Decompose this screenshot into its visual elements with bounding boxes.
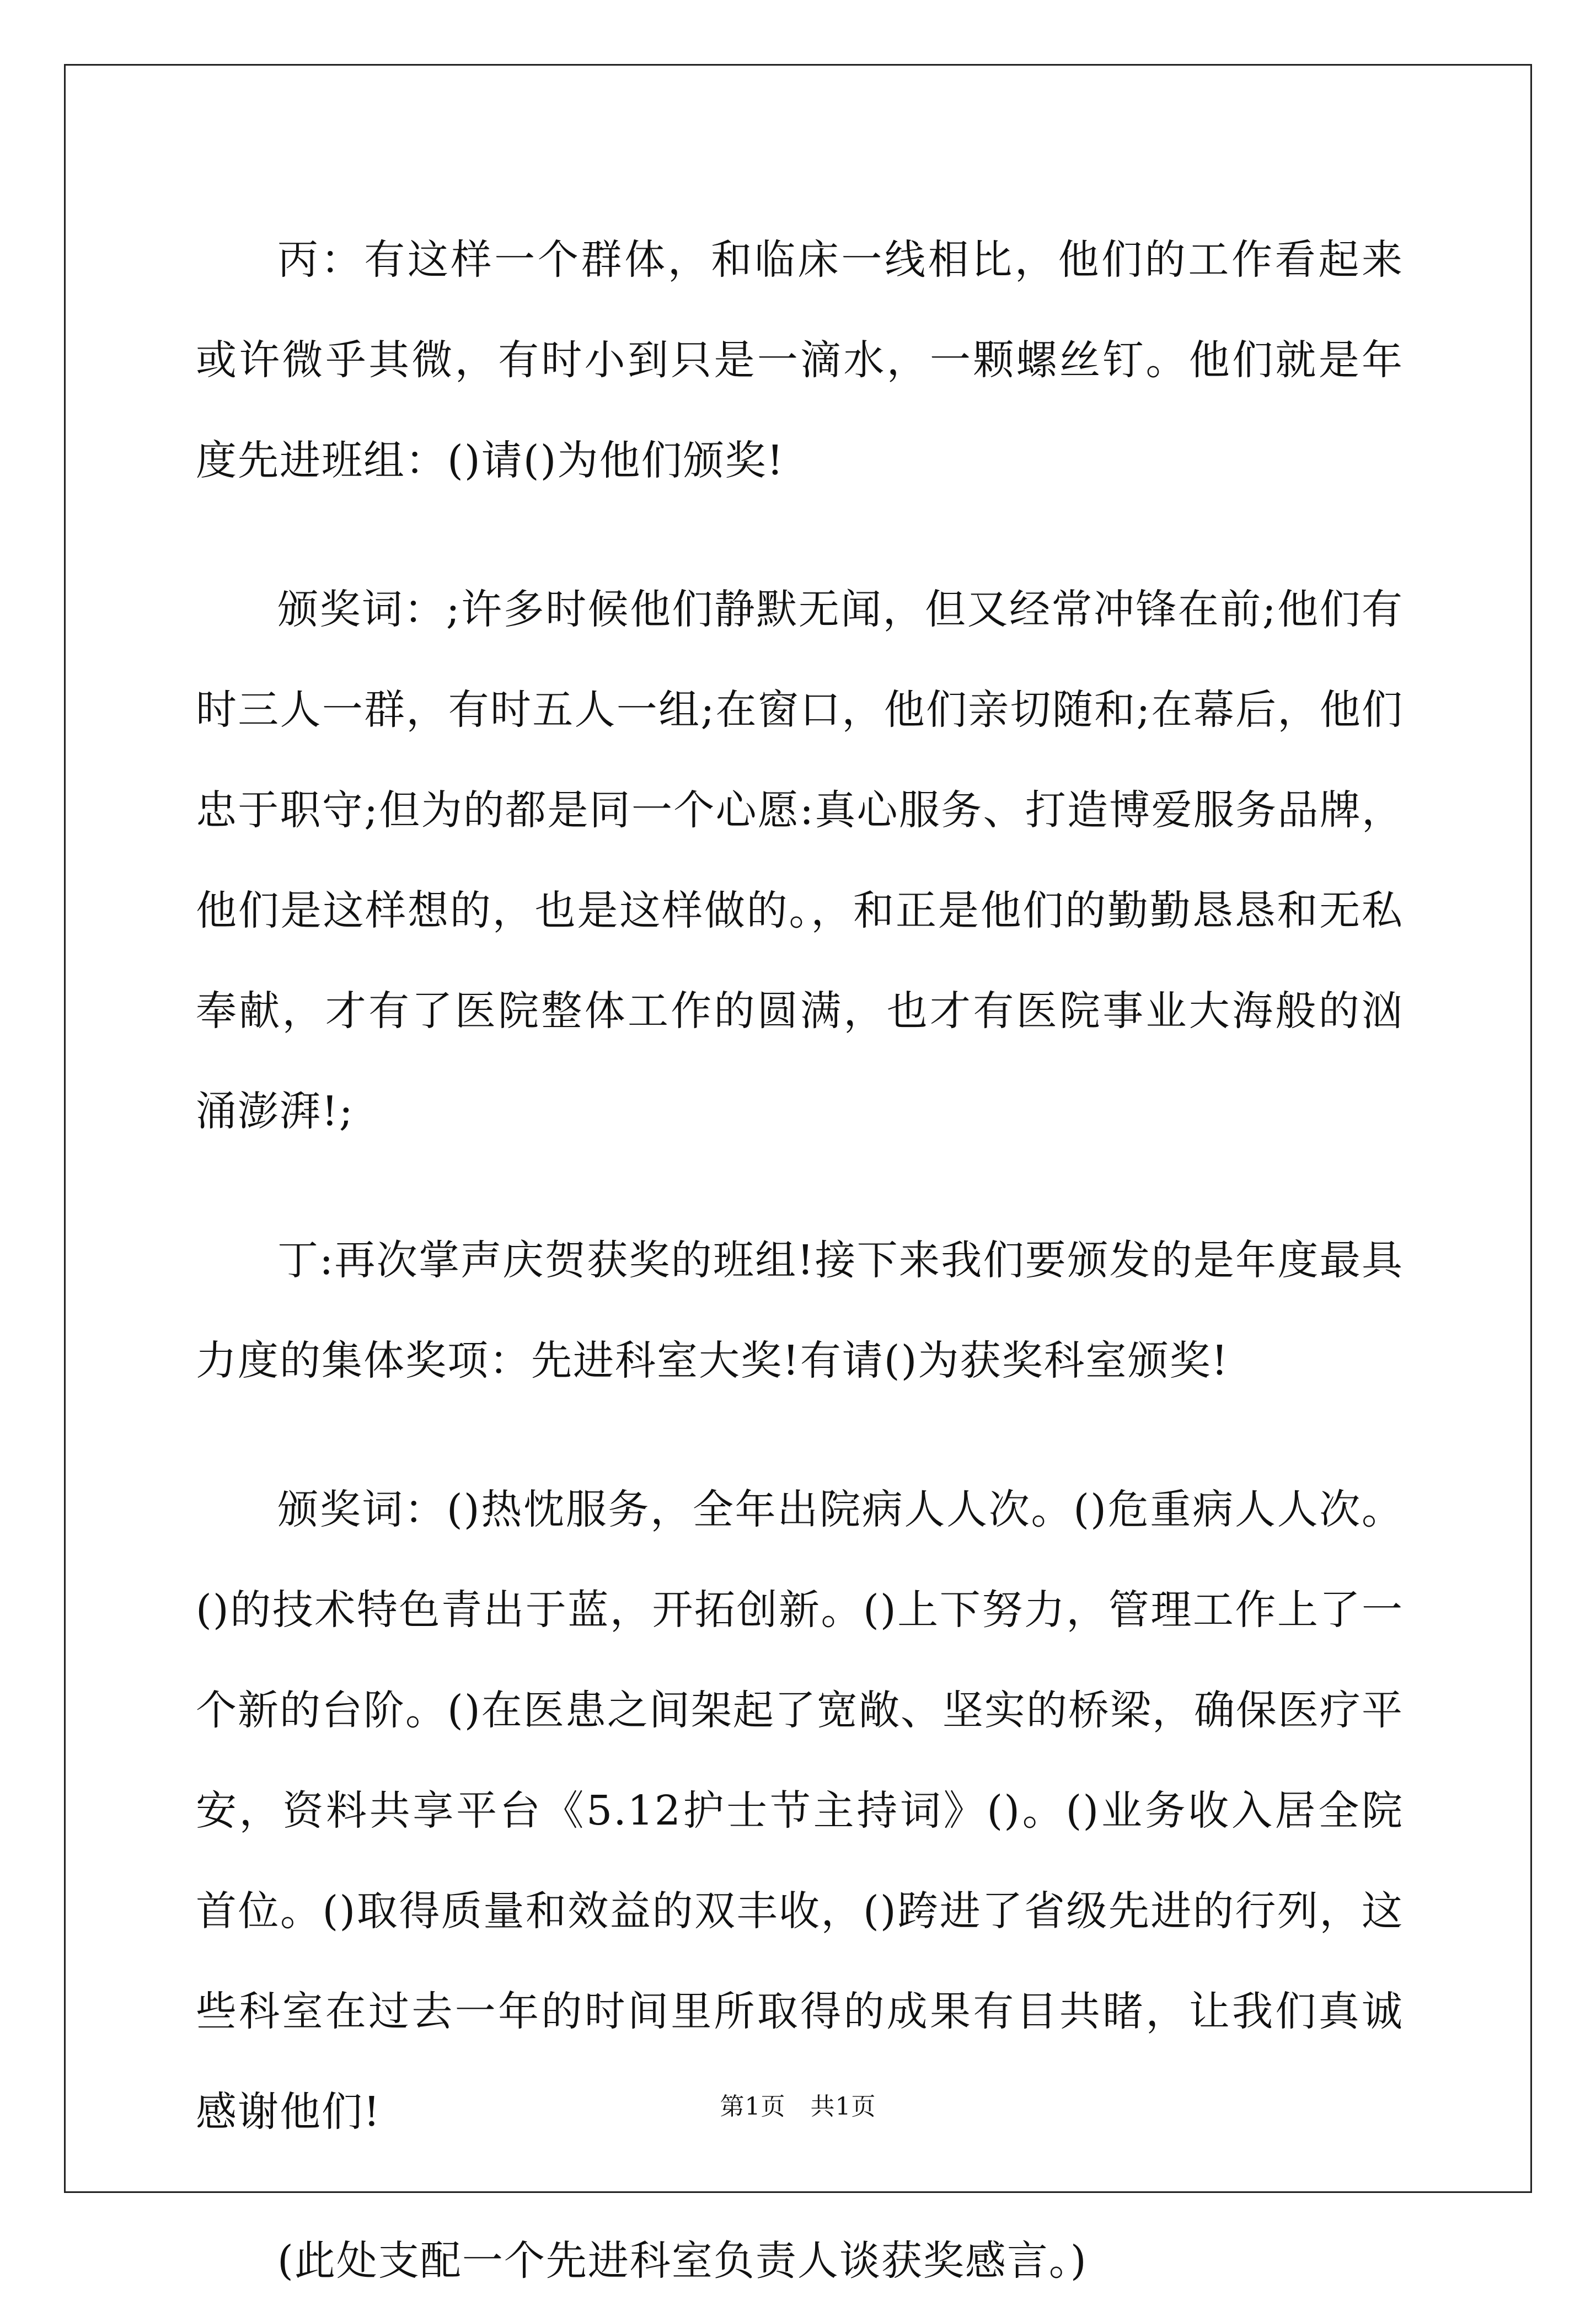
paragraph-announcement-department: 丁:再次掌声庆贺获奖的班组!接下来我们要颁发的是年度最具力度的集体奖项：先进科室大奖!有请()为获奖科室颁奖! — [196, 1237, 1404, 1384]
paragraph-award-speech-team: 颁奖词：;许多时候他们静默无闻，但又经常冲锋在前;他们有时三人一群，有时五人一组;在窗口，他们亲切随和;在幕后，他们忠于职守;但为的都是同一个心愿:真心服务、打造博爱服务品牌，他们是这样想的，也是这样做的。，和正是他们的勤勤恳恳和无私奉献，才有了医院整体工作的圆满，也才有医院事业大海般的汹涌澎湃!; — [196, 586, 1404, 1135]
paragraph-award-speech-department: 颁奖词：()热忱服务，全年出院病人人次。()危重病人人次。()的技术特色青出于蓝，开拓创新。()上下努力，管理工作上了一个新的台阶。()在医患之间架起了宽敞、坚实的桥梁，确保医疗平安，资料共享平台《5.12护士节主持词》()。()业务收入居全院首位。()取得质量和效益的双丰收，()跨进了省级先进的行列，这些科室在过去一年的时间里所取得的成果有目共睹，让我们真诚感谢他们! — [196, 1486, 1404, 2136]
page-number: 第1页 共1页 — [720, 2093, 876, 2121]
paragraph-announcement-team: 丙：有这样一个群体，和临床一线相比，他们的工作看起来或许微乎其微，有时小到只是一滴水，一颗螺丝钉。他们就是年度先进班组：()请()为他们颁奖! — [196, 236, 1404, 484]
document-body — [196, 210, 1404, 2311]
paragraph-stage-note: (此处支配一个先进科室负责人谈获奖感言。) — [277, 2237, 1088, 2285]
